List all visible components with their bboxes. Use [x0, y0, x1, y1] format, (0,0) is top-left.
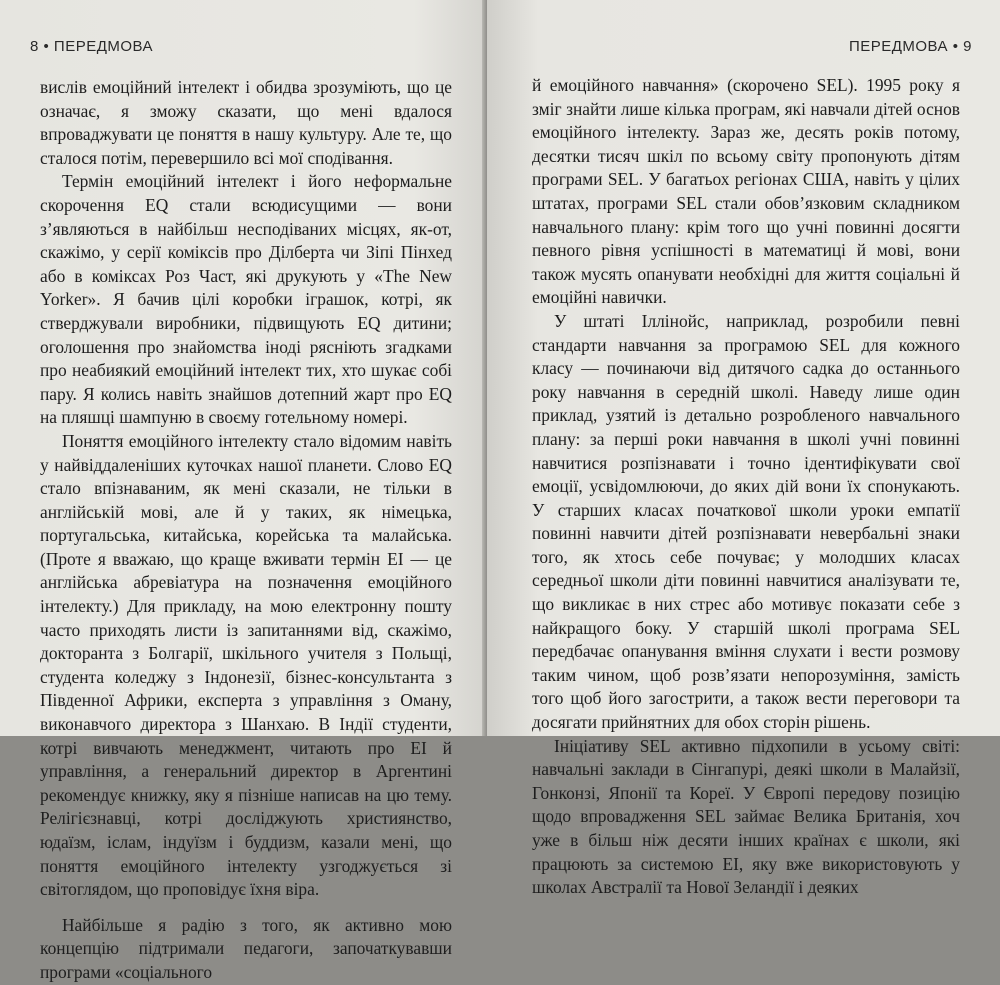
left-running-head: 8 • ПЕРЕДМОВА — [30, 38, 154, 55]
left-paragraph-4: Найбільше я радію з того, як активно мою концепцію підтримали педагоги, започаткувавши програми «соціального — [40, 914, 452, 982]
right-page-text — [532, 74, 960, 900]
right-paragraph-1: й емоційного навчання» (скорочено SEL). 1995 року я зміг знайти лише кілька програм, які навчали дітей основ емоційного інтелекту. Зараз же, десять років потому, десятки тисяч шкіл по всьому світу пропонують дітям програми SEL. У багатьох регіонах США, навіть у цілих штатах, програми SEL стали обов’язковим складником навчального плану: крім того що учні повинні досягти певного рівня успішності в математиці й мові, вони також мусять опанувати необхідні для життя соціальні й емоційні навички. — [532, 75, 960, 308]
right-page — [487, 0, 1000, 898]
right-paragraph-2: У штаті Іллінойс, наприклад, розробили певні стандарти навчання за програмою SEL для кожного класу — починаючи від дитячого садка до останнього року навчання в середній школі. Наведу лише один приклад, узятий із детально розробленого навчального плану: за перші роки навчання в школі учні повинні навчитися розпізнавати і точно ідентифікувати свої емоції, усвідомлюючи, до яких дій вони їх спонукають. У старших класах початкової школи уроки емпатії повинні навчити дітей розпізнавати невербальні знаки того, як хтось себе почуває; у молодших класах середньої школи діти повинні навчитися аналізувати те, що викликає в них стрес або мотивує показати себе з найкращого боку. У старшій школі програма SEL передбачає опанування вміння слухати і вести розмову таким чином, щоб розв’язати непорозуміння, замість того щоб його загострити, а також вести переговори та досягати прийнятних для обох сторін рішень. — [532, 310, 960, 733]
left-paragraph-2: Термін емоційний інтелект і його неформальне скорочення EQ стали всюдисущими — вони з’являються в найбільш несподіваних місцях, як-от, скажімо, у серії коміксів про Ділберта чи Зіпі Пінхед або в коміксах Роз Част, які друкують у «The New Yorker». Я бачив цілі коробки іграшок, котрі, як стверджували виробники, підвищують EQ дитини; оголошення про знайомства іноді рясніють згадками про неабиякий емоційний інтелект тих, хто шукає собі пару. Я колись навіть знайшов дотепний жарт про EQ на пляшці шампуню в своєму готельному номері. — [40, 171, 452, 428]
right-paragraph-3: Ініціативу SEL активно підхопили в усьому світі: навчальні заклади в Сінгапурі, деякі школи в Малайзії, Гонконзі, Японії та Кореї. У Європі передову позицію щодо впровадження SEL займає Велика Британія, хоч уже в більш ніж десяти інших країнах є школи, які працюють за системою EI, яку вже використовують у школах Австралії та Нової Зеландії і деяких — [532, 735, 960, 898]
left-page — [0, 0, 487, 982]
left-paragraph-3: Поняття емоційного інтелекту стало відомим навіть у найвіддаленіших куточках нашої планети. Слово EQ стало впізнаваним, як мені сказали, не тільки в англійській мові, але й у таких, як німецька, португальська, китайська, корейська та малайська. (Проте я вважаю, що краще вживати термін EI — це англійська абревіатура на позначення емоційного інтелекту.) Для прикладу, на мою електронну пошту часто приходять листи із запитаннями від, скажімо, докторанта з Болгарії, шкільного учителя з Польщі, студента коледжу з Індонезії, бізнес-консультанта з Південної Африки, експерта з управління з Оману, виконавчого директора з Шанхаю. В Індії студенти, котрі вивчають менеджмент, читають про EI й управління, а генеральний директор в Аргентині рекомендує книжку, яку я пізніше написав на цю тему. Релігієзнавці, котрі досліджують християнство, юдаїзм, іслам, індуїзм і буддизм, казали мені, що поняття емоційного інтелекту узгоджується зі світоглядом, що проповідує їхня віра. — [40, 430, 452, 900]
left-page-text — [40, 76, 452, 985]
left-paragraph-1: вислів емоційний інтелект і обидва зрозуміють, що це означає, я зможу сказати, що мені вдалося впроваджувати це поняття в нашу культуру. Але те, що сталося потім, перевершило всі мої сподівання. — [40, 77, 452, 168]
right-running-head: ПЕРЕДМОВА • 9 — [848, 38, 972, 55]
